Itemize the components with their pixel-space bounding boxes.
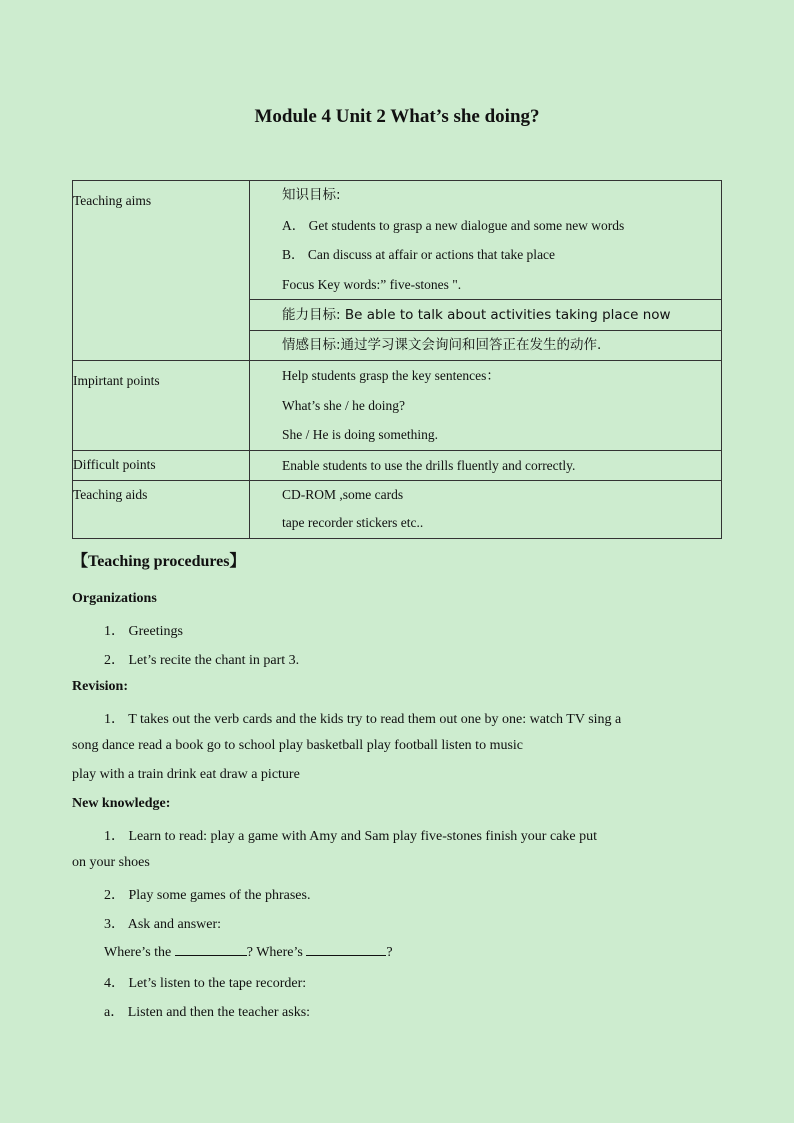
row-label: Impirtant points [73,361,250,451]
procedures-heading: 【Teaching procedures】 [72,553,246,570]
list-item: 4． Let’s listen to the tape recorder: [104,976,307,991]
table-row [73,450,722,481]
revision-heading: Revision: [72,679,128,694]
ask-text: ? [386,945,393,960]
cell-line: Enable students to use the drills fluently and correctly. [282,457,576,473]
list-item: 1． Greetings [104,624,183,639]
list-item: 3． Ask and answer: [104,917,222,932]
teaching-aids-cell [250,481,722,539]
important-points-cell [250,361,722,451]
ask-text: Where’s the [104,945,175,960]
aims-ability-cell [250,300,722,331]
paragraph-line: song dance read a book go to school play basketball play football listen to music [72,738,524,753]
ask-text: ? Where’s [246,945,307,960]
cell-line: A． Get students to grasp a new dialogue and some new words [282,217,625,233]
table-row [73,181,722,300]
ask-answer-line [104,943,393,961]
aims-emotion-cell [250,330,722,361]
table-row [73,361,722,451]
page-title: Module 4 Unit 2 What’s she doing? [254,106,540,127]
fill-blank [306,943,386,956]
fill-blank [175,943,247,956]
cell-line: She / He is doing something. [282,427,438,442]
cell-line: 知识目标: [282,187,341,203]
paragraph-line: 1． Learn to read: play a game with Amy and Sam play five-stones finish your cake put [104,829,597,844]
cell-text: 能力目标: Be able to talk about activities taking place now [282,307,671,323]
cell-line: tape recorder stickers etc.. [282,515,424,530]
difficult-points-cell [250,450,722,481]
lesson-info-table [72,180,722,539]
row-label: Difficult points [73,450,250,481]
cell-line: 情感目标:通过学习课文会询问和回答正在发生的动作. [282,336,602,353]
row-label: Teaching aims [73,181,250,361]
list-item: 2． Let’s recite the chant in part 3. [104,653,300,668]
list-item: a． Listen and then the teacher asks: [104,1005,311,1020]
cell-line: What’s she / he doing? [282,397,405,413]
paragraph-line: 1． T takes out the verb cards and the kids try to read them out one by one: watch TV sing a [104,712,622,727]
paragraph-line: on your shoes [72,855,150,870]
cell-line: Focus Key words:” five-stones ". [282,276,462,292]
cell-line: CD-ROM ,some cards [282,487,404,502]
cell-line: B． Can discuss at affair or actions that take place [282,247,556,262]
paragraph-line: play with a train drink eat draw a picture [72,767,300,782]
new-knowledge-heading: New knowledge: [72,796,171,811]
row-label: Teaching aids [73,481,250,539]
aims-knowledge-cell [250,181,722,300]
cell-line: Help students grasp the key sentences： [282,368,500,383]
table-row [73,481,722,539]
cell-line [282,300,721,330]
organizations-heading: Organizations [72,591,157,606]
list-item: 2． Play some games of the phrases. [104,888,311,903]
